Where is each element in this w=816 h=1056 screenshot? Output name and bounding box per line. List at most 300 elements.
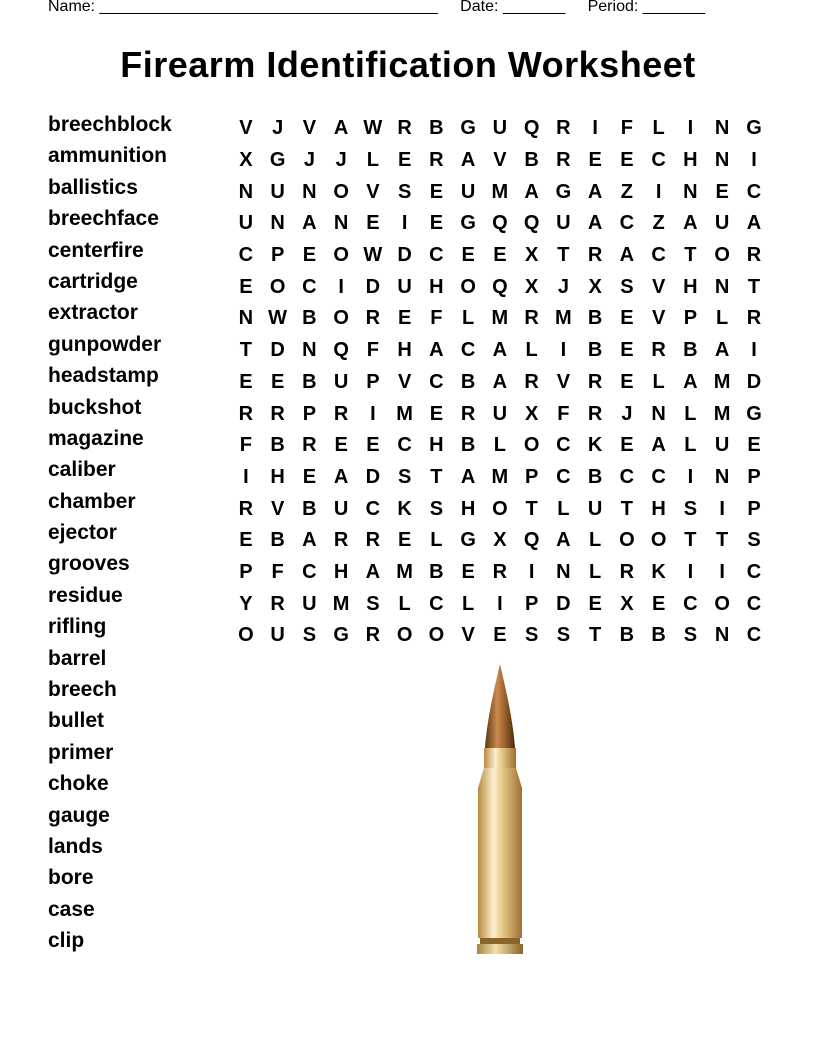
grid-letter[interactable]: B [651,624,666,647]
grid-letter[interactable]: L [589,560,602,583]
grid-letter[interactable]: R [429,149,444,172]
grid-letter[interactable]: R [587,244,603,267]
grid-letter[interactable]: C [746,560,762,583]
grid-letter[interactable]: T [239,339,252,362]
word-list-item: caliber [48,458,116,482]
grid-letter[interactable]: R [238,402,254,425]
grid-letter[interactable]: X [524,402,539,425]
grid-letter[interactable]: X [524,275,539,298]
grid-letter[interactable]: I [370,402,376,425]
grid-letter[interactable]: V [366,180,380,203]
grid-letter[interactable]: E [715,180,729,203]
grid-letter[interactable]: R [587,402,603,425]
grid-letter[interactable]: U [397,275,412,298]
grid-letter[interactable]: X [524,244,539,267]
grid-letter[interactable]: A [746,212,762,235]
grid-letter[interactable]: N [714,465,730,488]
grid-letter[interactable]: E [461,244,475,267]
grid-letter[interactable]: H [429,434,444,457]
grid-letter[interactable]: A [556,529,571,552]
grid-letter[interactable]: E [620,370,634,393]
grid-letter[interactable]: C [651,244,666,267]
grid-letter[interactable]: C [683,592,698,615]
grid-letter[interactable]: L [684,402,697,425]
grid-letter[interactable]: R [556,117,571,140]
grid-letter[interactable]: S [683,497,698,520]
grid-letter[interactable]: S [556,624,571,647]
grid-letter[interactable]: G [460,529,476,552]
grid-letter[interactable]: A [587,180,603,203]
grid-row [230,271,770,303]
grid-letter[interactable]: K [397,497,412,520]
grid-letter[interactable]: O [333,307,349,330]
grid-letter[interactable]: A [524,180,539,203]
grid-row [230,176,770,208]
grid-letter[interactable]: N [714,624,730,647]
grid-letter[interactable]: P [683,307,698,330]
grid-letter[interactable]: R [365,529,381,552]
grid-letter[interactable]: G [746,402,762,425]
grid-letter[interactable]: C [460,339,476,362]
grid-letter[interactable]: Q [523,529,540,552]
grid-letter[interactable]: M [555,307,572,330]
grid-letter[interactable]: C [556,434,571,457]
grid-letter[interactable]: D [365,275,381,298]
grid-letter[interactable]: X [493,529,507,552]
grid-letter[interactable]: G [746,117,762,140]
grid-letter[interactable]: S [429,497,444,520]
grid-letter[interactable]: C [429,370,444,393]
grid-letter[interactable]: A [365,560,381,583]
grid-letter[interactable]: Q [492,275,508,298]
grid-letter[interactable]: O [269,275,286,298]
grid-letter[interactable]: M [713,402,731,425]
grid-letter[interactable]: S [620,275,634,298]
grid-letter[interactable]: G [460,117,476,140]
grid-letter[interactable]: P [270,244,285,267]
grid-letter[interactable]: C [302,560,317,583]
grid-letter[interactable]: R [746,307,762,330]
grid-letter[interactable]: N [270,212,285,235]
grid-letter[interactable]: C [746,180,762,203]
grid-letter[interactable]: E [493,624,507,647]
grid-letter[interactable]: R [270,592,285,615]
grid-letter[interactable]: C [302,275,317,298]
grid-letter[interactable]: H [397,339,412,362]
grid-letter[interactable]: N [651,402,666,425]
grid-letter[interactable]: R [333,529,349,552]
grid-letter[interactable]: S [524,624,539,647]
grid-letter[interactable]: A [683,212,698,235]
grid-letter[interactable]: K [587,434,603,457]
grid-letter[interactable]: O [492,497,508,520]
grid-letter[interactable]: J [557,275,569,298]
grid-letter[interactable]: O [714,592,730,615]
grid-letter[interactable]: C [365,497,381,520]
grid-letter[interactable]: V [493,149,507,172]
grid-letter[interactable]: A [333,117,349,140]
grid-letter[interactable]: I [751,339,757,362]
grid-letter[interactable]: B [429,117,444,140]
grid-letter[interactable]: B [302,370,317,393]
grid-letter[interactable]: O [714,244,730,267]
grid-letter[interactable]: O [238,624,254,647]
grid-letter[interactable]: E [620,434,634,457]
grid-letter[interactable]: Q [523,117,540,140]
grid-letter[interactable]: F [366,339,379,362]
grid-letter[interactable]: L [398,592,411,615]
period-field[interactable]: Period: _______ [587,0,706,15]
grid-letter[interactable]: A [714,339,730,362]
grid-letter[interactable]: N [683,180,698,203]
grid-letter[interactable]: C [238,244,254,267]
grid-letter[interactable]: E [747,434,761,457]
grid-letter[interactable]: N [714,275,730,298]
grid-letter[interactable]: O [523,434,540,457]
grid-letter[interactable]: Q [492,212,508,235]
grid-letter[interactable]: F [557,402,570,425]
grid-row [230,588,770,620]
grid-letter[interactable]: E [620,307,634,330]
grid-letter[interactable]: V [461,624,475,647]
grid-letter[interactable]: M [713,370,731,393]
grid-letter[interactable]: L [716,307,729,330]
grid-letter[interactable]: E [493,244,507,267]
grid-letter[interactable]: U [714,212,730,235]
grid-letter[interactable]: U [238,212,254,235]
grid-letter[interactable]: C [651,149,666,172]
grid-letter[interactable]: E [302,465,317,488]
grid-letter[interactable]: G [333,624,349,647]
grid-letter[interactable]: C [429,244,444,267]
grid-letter[interactable]: T [684,244,697,267]
grid-letter[interactable]: Z [620,180,633,203]
grid-letter[interactable]: P [302,402,317,425]
grid-letter[interactable]: O [460,275,476,298]
grid-letter[interactable]: S [397,465,412,488]
grid-letter[interactable]: I [243,465,249,488]
grid-letter[interactable]: E [620,149,634,172]
grid-letter[interactable]: B [619,624,635,647]
grid-letter[interactable]: R [492,560,508,583]
grid-letter[interactable]: I [719,560,725,583]
grid-letter[interactable]: L [366,149,379,172]
grid-letter[interactable]: N [714,149,730,172]
grid-letter[interactable]: R [270,402,285,425]
grid-letter[interactable]: P [524,592,539,615]
grid-letter[interactable]: S [683,624,698,647]
grid-letter[interactable]: U [460,180,476,203]
grid-letter[interactable]: L [589,529,602,552]
grid-letter[interactable]: L [430,529,443,552]
grid-letter[interactable]: R [587,370,603,393]
grid-letter[interactable]: E [270,370,285,393]
grid-letter[interactable]: X [588,275,602,298]
grid-letter[interactable]: C [619,212,635,235]
grid-letter[interactable]: N [302,339,317,362]
grid-letter[interactable]: E [429,212,444,235]
grid-letter[interactable]: D [365,465,381,488]
grid-letter[interactable]: H [683,275,698,298]
grid-row [230,620,770,652]
word-list-item: clip [48,929,85,953]
grid-letter[interactable]: J [335,149,347,172]
grid-letter[interactable]: L [652,370,665,393]
grid-letter[interactable]: X [239,149,253,172]
grid-letter[interactable]: U [587,497,603,520]
grid-letter[interactable]: E [366,434,380,457]
grid-letter[interactable]: A [333,465,349,488]
grid-letter[interactable]: A [302,529,317,552]
grid-letter[interactable]: I [687,465,694,488]
grid-letter[interactable]: Q [523,212,540,235]
grid-letter[interactable]: B [270,434,285,457]
grid-letter[interactable]: T [430,465,443,488]
grid-letter[interactable]: T [747,275,761,298]
grid-letter[interactable]: M [396,402,413,425]
grid-letter[interactable]: M [491,180,509,203]
grid-letter[interactable]: I [687,560,694,583]
word-list-item: chamber [48,489,136,513]
grid-letter[interactable]: F [271,560,284,583]
grid-letter[interactable]: Q [333,339,349,362]
grid-letter[interactable]: D [556,592,571,615]
grid-letter[interactable]: C [619,465,635,488]
grid-letter[interactable]: R [397,117,412,140]
grid-letter[interactable]: E [588,149,602,172]
grid-letter[interactable]: U [714,434,730,457]
grid-letter[interactable]: R [238,497,254,520]
grid-letter[interactable]: B [683,339,698,362]
name-field[interactable]: Name: ______________________________________ [48,0,438,15]
grid-letter[interactable]: E [651,592,666,615]
grid-letter[interactable]: N [302,180,317,203]
grid-letter[interactable]: U [492,117,508,140]
grid-letter[interactable]: T [557,244,570,267]
grid-letter[interactable]: B [460,434,476,457]
grid-letter[interactable]: B [429,560,444,583]
grid-letter[interactable]: I [528,560,535,583]
grid-letter[interactable]: Y [239,592,253,615]
grid-letter[interactable]: V [302,117,317,140]
grid-letter[interactable]: R [619,560,635,583]
grid-letter[interactable]: T [525,497,538,520]
grid-letter[interactable]: B [587,339,603,362]
grid-letter[interactable]: F [620,117,633,140]
grid-letter[interactable]: A [587,212,603,235]
grid-letter[interactable]: E [429,180,444,203]
grid-letter[interactable]: R [365,307,381,330]
grid-letter[interactable]: E [397,307,412,330]
grid-letter[interactable]: V [270,497,285,520]
grid-letter[interactable]: U [302,592,317,615]
grid-letter[interactable]: B [460,370,476,393]
grid-letter[interactable]: R [524,307,539,330]
grid-letter[interactable]: L [462,307,475,330]
grid-letter[interactable]: M [396,560,413,583]
grid-letter[interactable]: H [651,497,666,520]
grid-letter[interactable]: R [651,339,666,362]
grid-letter[interactable]: M [332,592,350,615]
grid-letter[interactable]: M [491,465,509,488]
word-list-item: rifling [48,615,107,639]
grid-letter[interactable]: O [619,529,635,552]
grid-letter[interactable]: N [238,307,254,330]
grid-letter[interactable]: A [460,465,476,488]
grid-letter[interactable]: V [651,275,666,298]
grid-letter[interactable]: P [239,560,253,583]
grid-letter[interactable]: R [365,624,381,647]
grid-letter[interactable]: D [397,244,412,267]
grid-letter[interactable]: N [238,180,254,203]
grid-letter[interactable]: P [747,465,761,488]
grid-letter[interactable]: J [621,402,633,425]
grid-letter[interactable]: R [556,149,571,172]
grid-letter[interactable]: U [270,180,285,203]
grid-letter[interactable]: Z [652,212,665,235]
grid-letter[interactable]: I [687,117,694,140]
grid-letter[interactable]: A [683,370,698,393]
grid-letter[interactable]: M [491,307,509,330]
grid-letter[interactable]: I [655,180,662,203]
grid-letter[interactable]: H [460,497,476,520]
grid-letter[interactable]: L [557,497,570,520]
grid-letter[interactable]: C [746,592,762,615]
grid-letter[interactable]: G [269,149,286,172]
grid-letter[interactable]: U [492,402,508,425]
grid-letter[interactable]: G [460,212,476,235]
grid-letter[interactable]: J [303,149,315,172]
grid-letter[interactable]: A [492,370,508,393]
grid-letter[interactable]: F [430,307,443,330]
grid-letter[interactable]: A [302,212,317,235]
grid-letter[interactable]: I [401,212,408,235]
grid-letter[interactable]: F [239,434,252,457]
grid-letter[interactable]: H [270,465,285,488]
grid-letter[interactable]: R [460,402,476,425]
grid-letter[interactable]: K [651,560,666,583]
grid-letter[interactable]: T [684,529,697,552]
grid-letter[interactable]: R [333,402,349,425]
grid-letter[interactable]: T [589,624,602,647]
grid-letter[interactable]: L [652,117,665,140]
grid-letter[interactable]: E [461,560,475,583]
grid-letter[interactable]: V [651,307,666,330]
grid-letter[interactable]: C [397,434,412,457]
grid-letter[interactable]: S [747,529,761,552]
grid-letter[interactable]: H [333,560,349,583]
grid-letter[interactable]: A [492,339,508,362]
grid-letter[interactable]: A [429,339,444,362]
grid-letter[interactable]: O [428,624,445,647]
grid-letter[interactable]: D [270,339,285,362]
grid-letter[interactable]: G [555,180,572,203]
grid-letter[interactable]: S [302,624,317,647]
grid-letter[interactable]: I [592,117,598,140]
grid-letter[interactable]: I [338,275,344,298]
grid-letter[interactable]: E [239,529,253,552]
grid-letter[interactable]: P [366,370,380,393]
grid-letter[interactable]: T [620,497,633,520]
grid-letter[interactable]: E [334,434,348,457]
grid-letter[interactable]: W [363,117,383,140]
grid-letter[interactable]: S [366,592,380,615]
grid-letter[interactable]: W [268,307,288,330]
grid-letter[interactable]: T [716,529,729,552]
grid-letter[interactable]: H [683,149,698,172]
date-field[interactable]: Date: _______ [460,0,566,15]
grid-letter[interactable]: O [396,624,413,647]
grid-letter[interactable]: L [684,434,697,457]
grid-letter[interactable]: C [429,592,444,615]
grid-letter[interactable]: A [460,149,476,172]
grid-letter[interactable]: E [620,339,634,362]
grid-letter[interactable]: V [397,370,412,393]
grid-letter[interactable]: O [333,244,349,267]
grid-letter[interactable]: U [270,624,285,647]
grid-letter[interactable]: C [556,465,571,488]
grid-letter[interactable]: B [302,307,317,330]
grid-letter[interactable]: N [333,212,349,235]
grid-letter[interactable]: N [556,560,571,583]
grid-letter[interactable]: A [619,244,635,267]
grid-letter[interactable]: P [524,465,539,488]
grid-letter[interactable]: S [397,180,412,203]
grid-letter[interactable]: C [746,624,762,647]
grid-letter[interactable]: E [429,402,444,425]
grid-letter[interactable]: X [620,592,634,615]
grid-letter[interactable]: U [556,212,571,235]
grid-letter[interactable]: V [239,117,253,140]
grid-letter[interactable]: E [397,529,412,552]
grid-letter[interactable]: O [650,529,667,552]
grid-letter[interactable]: D [746,370,762,393]
grid-letter[interactable]: I [497,592,503,615]
grid-letter[interactable]: A [651,434,666,457]
grid-letter[interactable]: E [366,212,380,235]
grid-letter[interactable]: B [524,149,539,172]
grid-letter[interactable]: N [714,117,730,140]
grid-letter[interactable]: E [588,592,602,615]
grid-letter[interactable]: B [270,529,285,552]
grid-letter[interactable]: P [747,497,761,520]
grid-letter[interactable]: I [560,339,567,362]
grid-letter[interactable]: E [239,275,253,298]
grid-letter[interactable]: C [651,465,666,488]
grid-letter[interactable]: H [429,275,444,298]
grid-letter[interactable]: E [239,370,253,393]
grid-letter[interactable]: I [751,149,757,172]
grid-letter[interactable]: R [746,244,762,267]
grid-letter[interactable]: B [302,497,317,520]
grid-letter[interactable]: O [333,180,349,203]
grid-letter[interactable]: L [462,592,475,615]
grid-letter[interactable]: E [397,149,412,172]
grid-letter[interactable]: L [493,434,506,457]
grid-letter[interactable]: U [333,497,349,520]
grid-letter[interactable]: L [525,339,538,362]
grid-letter[interactable]: B [587,465,603,488]
grid-letter[interactable]: E [302,244,317,267]
grid-letter[interactable]: V [556,370,571,393]
grid-letter[interactable]: W [363,244,383,267]
grid-letter[interactable]: R [524,370,539,393]
grid-letter[interactable]: R [302,434,317,457]
grid-letter[interactable]: J [272,117,284,140]
grid-letter[interactable]: B [587,307,603,330]
grid-letter[interactable]: U [333,370,349,393]
grid-letter[interactable]: I [719,497,725,520]
